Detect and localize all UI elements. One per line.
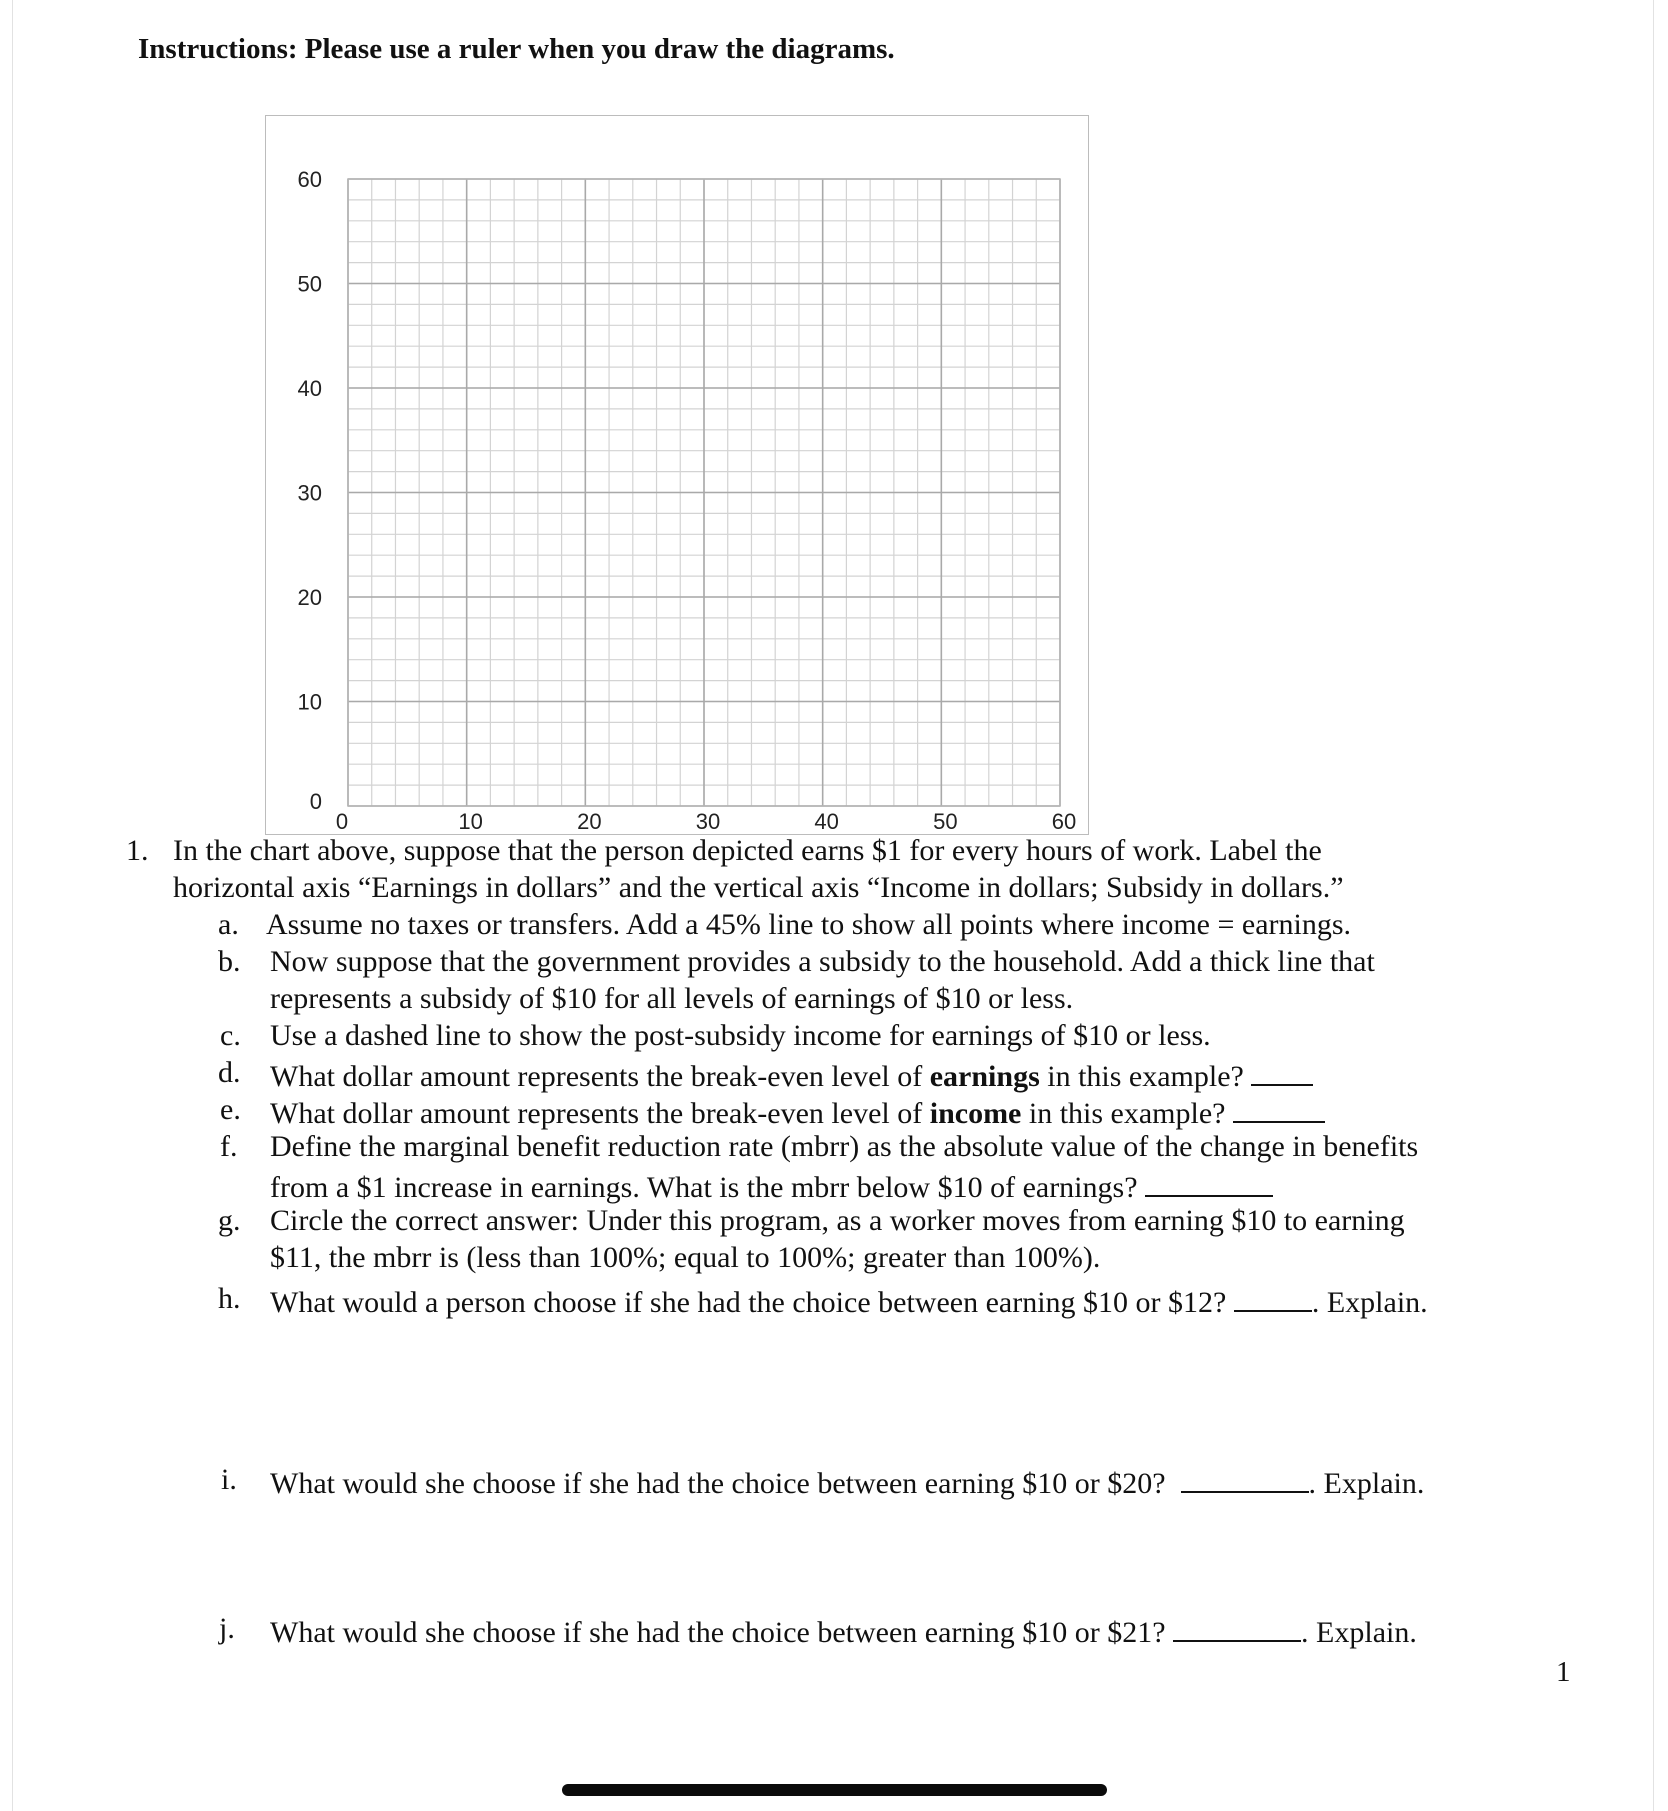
part-f-line-2 — [270, 1165, 1273, 1206]
x-tick-label: 30 — [695, 809, 721, 834]
x-tick-label: 20 — [577, 809, 602, 834]
part-e-pre: What dollar amount represents the break-even level of — [270, 1097, 930, 1130]
answer-blank-f[interactable] — [1145, 1165, 1273, 1197]
y-tick-label: 30 — [297, 480, 322, 506]
part-d-pre: What dollar amount represents the break-even level of — [270, 1060, 930, 1093]
blank-graph — [265, 115, 1089, 835]
answer-blank-d[interactable] — [1251, 1054, 1313, 1086]
graph-grid-svg — [266, 116, 1090, 836]
part-d-label: d. — [218, 1056, 241, 1089]
y-tick-label: 60 — [297, 167, 322, 192]
x-tick-label: 50 — [933, 809, 958, 834]
x-tick-label: 10 — [458, 809, 483, 834]
y-tick-label: 0 — [309, 789, 322, 814]
part-b-line-1: Now suppose that the government provides a subsidy to the household. Add a thick line that — [270, 945, 1375, 978]
part-c-label: c. — [220, 1019, 241, 1052]
part-e-bold: income — [929, 1097, 1022, 1130]
part-e-text — [270, 1091, 1325, 1132]
part-a-label: a. — [218, 908, 239, 941]
question-1-line-1: In the chart above, suppose that the person depicted earns $1 for every hours of work. Label the — [173, 834, 1322, 867]
part-i-explain: . Explain. — [1308, 1467, 1425, 1500]
part-h-text — [270, 1280, 1428, 1321]
part-h-question: What would a person choose if she had the choice between earning $10 or $12? — [270, 1286, 1227, 1319]
part-e-label: e. — [220, 1093, 241, 1126]
answer-blank-i[interactable] — [1181, 1461, 1309, 1493]
home-indicator-bar[interactable] — [562, 1784, 1107, 1796]
x-tick-label: 0 — [335, 809, 349, 834]
part-j-label: j. — [219, 1612, 235, 1645]
part-i-question: What would she choose if she had the choice between earning $10 or $20? — [270, 1467, 1166, 1500]
answer-blank-j[interactable] — [1173, 1610, 1301, 1642]
part-f-label: f. — [220, 1130, 238, 1163]
y-tick-label: 20 — [297, 585, 322, 610]
x-tick-label: 40 — [814, 809, 839, 834]
part-j-explain: . Explain. — [1301, 1616, 1417, 1649]
y-tick-label: 50 — [297, 271, 322, 297]
part-c-text: Use a dashed line to show the post-subsidy income for earnings of $10 or less. — [270, 1019, 1211, 1052]
question-1-line-2: horizontal axis “Earnings in dollars” and the vertical axis “Income in dollars; Subsidy in dollars.” — [173, 871, 1344, 904]
part-a-text: Assume no taxes or transfers. Add a 45% line to show all points where income = earnings. — [266, 908, 1352, 941]
part-g-label: g. — [218, 1204, 241, 1237]
part-d-text — [270, 1054, 1313, 1095]
part-h-explain: . Explain. — [1311, 1286, 1428, 1319]
part-b-label: b. — [218, 945, 241, 978]
document-page — [12, 0, 1654, 1811]
y-tick-label: 10 — [297, 689, 322, 715]
part-e-post: in this example? — [1021, 1097, 1226, 1130]
part-i-text — [270, 1461, 1424, 1502]
part-d-bold: earnings — [929, 1060, 1040, 1093]
answer-blank-e[interactable] — [1233, 1091, 1325, 1123]
part-i-label: i. — [221, 1463, 237, 1496]
page-number: 1 — [1556, 1656, 1571, 1688]
instructions-heading: Instructions: Please use a ruler when you draw the diagrams. — [138, 33, 895, 65]
part-f-line-2-text: from a $1 increase in earnings. What is the mbrr below $10 of earnings? — [270, 1171, 1138, 1204]
part-b-line-2: represents a subsidy of $10 for all levels of earnings of $10 or less. — [270, 982, 1074, 1015]
part-g-line-2: $11, the mbrr is (less than 100%; equal to 100%; greater than 100%). — [270, 1241, 1101, 1274]
part-h-label: h. — [218, 1282, 241, 1315]
question-number: 1. — [126, 834, 149, 867]
part-g-line-1: Circle the correct answer: Under this program, as a worker moves from earning $10 to earning — [270, 1204, 1405, 1237]
y-tick-label: 40 — [297, 376, 322, 401]
part-f-line-1: Define the marginal benefit reduction rate (mbrr) as the absolute value of the change in benefits — [270, 1130, 1419, 1163]
part-j-question: What would she choose if she had the choice between earning $10 or $21? — [270, 1616, 1166, 1649]
answer-blank-h[interactable] — [1234, 1280, 1312, 1312]
part-j-text — [270, 1610, 1417, 1651]
part-d-post: in this example? — [1039, 1060, 1244, 1093]
x-tick-label: 60 — [1051, 809, 1077, 834]
